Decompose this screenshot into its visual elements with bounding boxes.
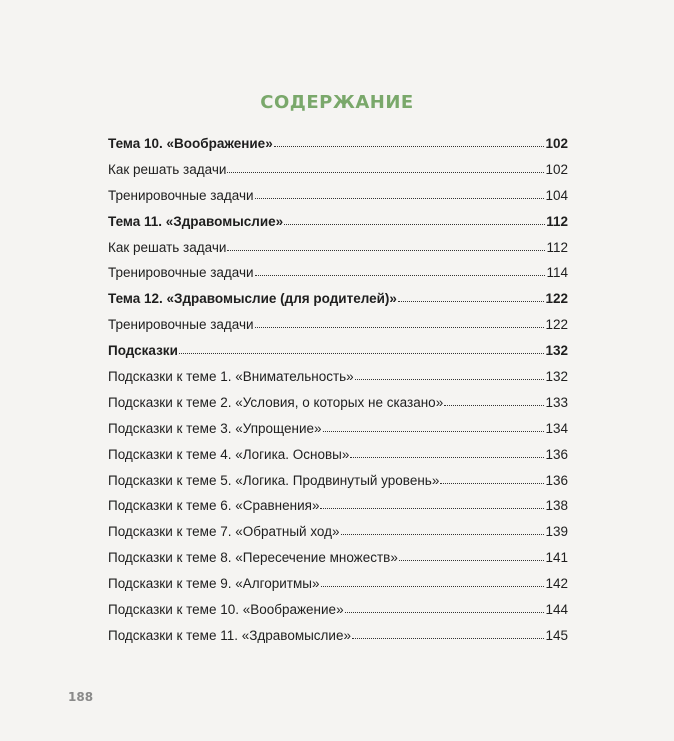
toc-entry-label: Подсказки	[108, 343, 178, 359]
toc-entry-label: Подсказки к теме 10. «Воображение»	[108, 602, 344, 618]
toc-entry-page: 102	[545, 161, 568, 177]
toc-entry	[108, 421, 568, 447]
dot-leader	[255, 197, 545, 199]
toc-entry-label: Тренировочные задачи	[108, 187, 254, 203]
toc-entry-label: Тема 12. «Здравомыслие (для родителей)»	[108, 291, 397, 307]
toc-entry-label: Подсказки к теме 8. «Пересечение множеств»	[108, 550, 398, 566]
toc-entry-label: Подсказки к теме 11. «Здравомыслие»	[108, 627, 351, 643]
dot-leader	[355, 378, 545, 380]
toc-entry	[108, 498, 568, 524]
toc-entry-page: 141	[545, 550, 568, 566]
toc-entry-page: 144	[545, 602, 568, 618]
page-title: СОДЕРЖАНИЕ	[260, 92, 414, 113]
dot-leader	[321, 585, 545, 587]
toc-entry-label: Как решать задачи	[108, 239, 227, 255]
toc-entry-page: 112	[546, 213, 568, 229]
toc-entry-label: Подсказки к теме 2. «Условия, о которых не сказано»	[108, 394, 444, 410]
toc-entry-page: 112	[546, 239, 568, 255]
toc-entry	[108, 628, 568, 654]
toc-entry	[108, 162, 568, 188]
dot-leader	[440, 482, 544, 484]
toc-entry-page: 132	[545, 369, 568, 385]
toc-entry-page: 133	[545, 394, 568, 410]
toc-entry-label: Подсказки к теме 4. «Логика. Основы»	[108, 446, 350, 462]
dot-leader	[398, 300, 545, 302]
toc-entry-page: 139	[545, 524, 568, 540]
toc-entry-page: 104	[545, 187, 568, 203]
toc-entry-label: Как решать задачи	[108, 161, 227, 177]
toc-entry-label: Подсказки к теме 9. «Алгоритмы»	[108, 576, 320, 592]
dot-leader	[227, 249, 545, 251]
dot-leader	[320, 507, 544, 509]
toc-entry-label: Подсказки к теме 1. «Внимательность»	[108, 369, 354, 385]
dot-leader	[284, 223, 545, 225]
toc-entry	[108, 576, 568, 602]
toc-entry	[108, 447, 568, 473]
dot-leader	[227, 171, 544, 173]
page-number: 188	[68, 690, 94, 704]
toc-entry-label: Тема 11. «Здравомыслие»	[108, 213, 284, 229]
dot-leader	[345, 611, 545, 613]
table-of-contents	[108, 136, 568, 654]
toc-entry	[108, 265, 568, 291]
toc-entry-page: 142	[545, 576, 568, 592]
toc-entry	[108, 188, 568, 214]
toc-entry	[108, 473, 568, 499]
toc-entry-page: 122	[545, 317, 568, 333]
toc-entry-page: 145	[545, 627, 568, 643]
toc-entry-label: Подсказки к теме 3. «Упрощение»	[108, 420, 322, 436]
dot-leader	[341, 533, 545, 535]
toc-entry-label: Подсказки к теме 6. «Сравнения»	[108, 498, 320, 514]
toc-entry	[108, 136, 568, 162]
toc-entry-label: Подсказки к теме 5. «Логика. Продвинутый уровень»	[108, 472, 440, 488]
dot-leader	[179, 352, 545, 354]
toc-entry-page: 138	[545, 498, 568, 514]
dot-leader	[350, 456, 544, 458]
toc-entry-page: 136	[545, 472, 568, 488]
toc-entry-label: Тема 10. «Воображение»	[108, 136, 273, 151]
toc-entry-label: Тренировочные задачи	[108, 317, 254, 333]
dot-leader	[444, 404, 544, 406]
dot-leader	[399, 559, 545, 561]
toc-entry-page: 102	[545, 136, 568, 151]
toc-entry-page: 114	[546, 265, 568, 281]
toc-entry	[108, 291, 568, 317]
toc-entry-page: 132	[545, 343, 568, 359]
toc-entry-label: Тренировочные задачи	[108, 265, 254, 281]
toc-entry	[108, 602, 568, 628]
dot-leader	[274, 145, 545, 147]
toc-entry	[108, 369, 568, 395]
dot-leader	[323, 430, 545, 432]
toc-entry-page: 134	[545, 420, 568, 436]
toc-entry-page: 122	[545, 291, 568, 307]
dot-leader	[255, 274, 546, 276]
toc-entry	[108, 395, 568, 421]
toc-entry	[108, 343, 568, 369]
toc-entry-page: 136	[545, 446, 568, 462]
toc-entry	[108, 317, 568, 343]
dot-leader	[352, 637, 544, 639]
toc-entry	[108, 240, 568, 266]
toc-entry	[108, 214, 568, 240]
toc-entry	[108, 524, 568, 550]
toc-entry-label: Подсказки к теме 7. «Обратный ход»	[108, 524, 340, 540]
dot-leader	[255, 326, 545, 328]
toc-entry	[108, 550, 568, 576]
